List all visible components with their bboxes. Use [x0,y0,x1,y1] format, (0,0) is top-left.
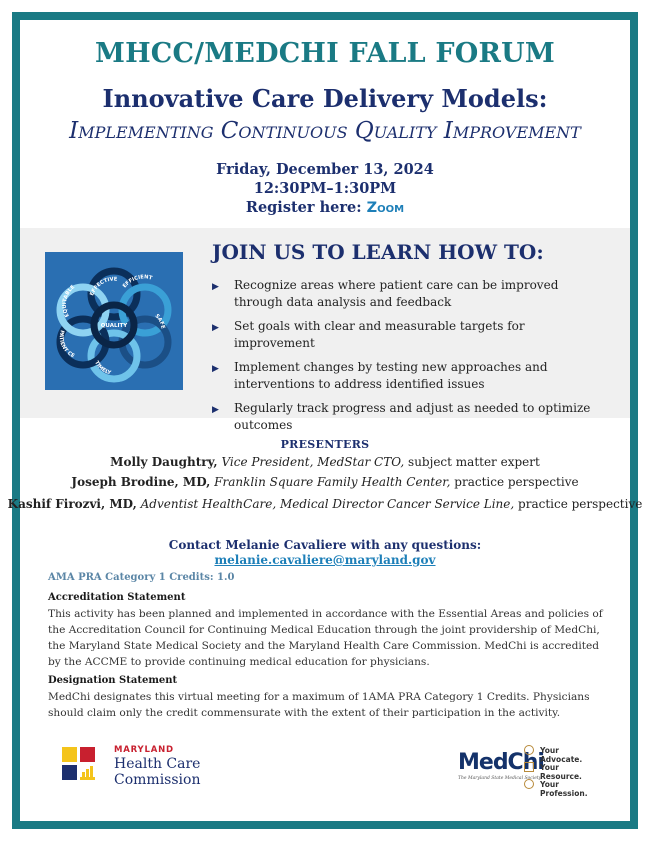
quality-rings-logo [45,252,183,390]
mhcc-chat-icon [62,765,77,780]
mhcc-maryland: MARYLAND [114,745,174,755]
contact-text: Contact Melanie Cavaliere with any questions: [168,538,482,552]
medchi-logo [458,742,598,798]
accreditation-title: Accreditation Statement [48,592,186,603]
bullet-arrow-icon: ▶ [212,405,219,415]
bullet-arrow-icon: ▶ [212,282,219,292]
resource-icon [524,762,534,772]
ring-label-equitable: EQUITABLE [61,284,77,318]
mhcc-chart-icon [80,765,95,780]
event-title: MHCC/MEDCHI FALL FORUM [94,38,555,69]
presenter-perspective: practice perspective [454,475,579,489]
medchi-subtitle: The Maryland State Medical Society [458,776,542,781]
mhcc-star-icon [80,747,95,762]
credits-label: AMA PRA Category 1 Credits: 1.0 [48,572,235,583]
list-item: ▶ Recognize areas where patient care can be improved through data analysis and feedback [212,278,559,309]
ring-label-quality: QUALITY [100,323,128,329]
ring-label-safe: SAFE [153,313,166,330]
mhcc-name: Health Care Commission [114,756,201,788]
contact-block [0,538,650,568]
presenter-name: Molly Daughtry, [110,455,218,469]
list-item: ▶ Implement changes by testing new approaches and interventions to address identified issues [212,360,548,391]
presenter-role: Vice President, MedStar CTO, [221,455,405,469]
headline: Innovative Care Delivery Models: [102,84,548,113]
event-time: 12:30PM–1:30PM [253,180,397,197]
presenter-name: Joseph Brodine, MD, [71,475,211,489]
presenter-row [0,497,650,511]
presenter-name: Kashif Firozvi, MD, [7,497,137,511]
register-label: Register here: [245,199,362,216]
profession-icon [524,779,534,789]
presenter-role: Franklin Square Family Health Center, [214,475,451,489]
designation-body: MedChi designates this virtual meeting for a maximum of 1AMA PRA Category 1 Credits. Physicians should claim only the credit commensurate with the extent of their participation in the activity. [48,691,590,719]
medchi-tagline: Your Resource. [540,763,582,781]
quality-rings-graphic [45,252,183,390]
list-item: ▶ Regularly track progress and adjust as needed to optimize outcomes [212,401,591,432]
accreditation-body: This activity has been planned and implemented in accordance with the Essential Areas and policies of the Accreditation Council for Continuing Medical Education through the joint providership of MedChi, the Maryland State Medical Society and the Maryland Health Care Commission. MedChi is accredited by the ACCME to provide continuing medical education for physicians. [48,608,603,668]
presenter-role: Adventist HealthCare, Medical Director Cancer Service Line, [140,497,515,511]
designation-title: Designation Statement [48,675,178,686]
bullet-arrow-icon: ▶ [212,364,219,374]
event-date: Friday, December 13, 2024 [216,161,434,178]
presenter-row [0,475,650,489]
event-details [0,160,650,218]
advocate-icon [524,745,534,755]
bullet-arrow-icon: ▶ [212,323,219,333]
learn-list [210,277,600,441]
presenter-perspective: subject matter expert [408,455,540,469]
presenters-heading: PRESENTERS [280,438,370,451]
ring-label-efficient: EFFICIENT [121,274,153,290]
mhcc-logo [62,745,222,791]
medchi-tagline: Your Profession. [540,780,588,798]
contact-email-link[interactable]: melanie.cavaliere@maryland.gov [214,553,436,567]
medchi-wordmark: MedChi [458,750,544,775]
ring-label-effective: EFFECTIVE [89,276,118,297]
ring-label-patient-centered: PATIENT CE [57,329,76,360]
list-item: ▶ Set goals with clear and measurable targets for improvement [212,319,525,350]
presenter-row [0,455,650,469]
medchi-tagline: Your Advocate. [540,746,583,764]
presenter-perspective: practice perspective [518,497,643,511]
register-line [0,198,650,218]
subheadline: Implementing Continuous Quality Improvement [69,118,581,144]
ring-label-timely: TIMELY [93,360,112,377]
learn-heading: JOIN US TO LEARN HOW TO: [212,240,544,264]
mhcc-plus-icon [62,747,77,762]
zoom-link[interactable]: Zoom [366,200,405,216]
